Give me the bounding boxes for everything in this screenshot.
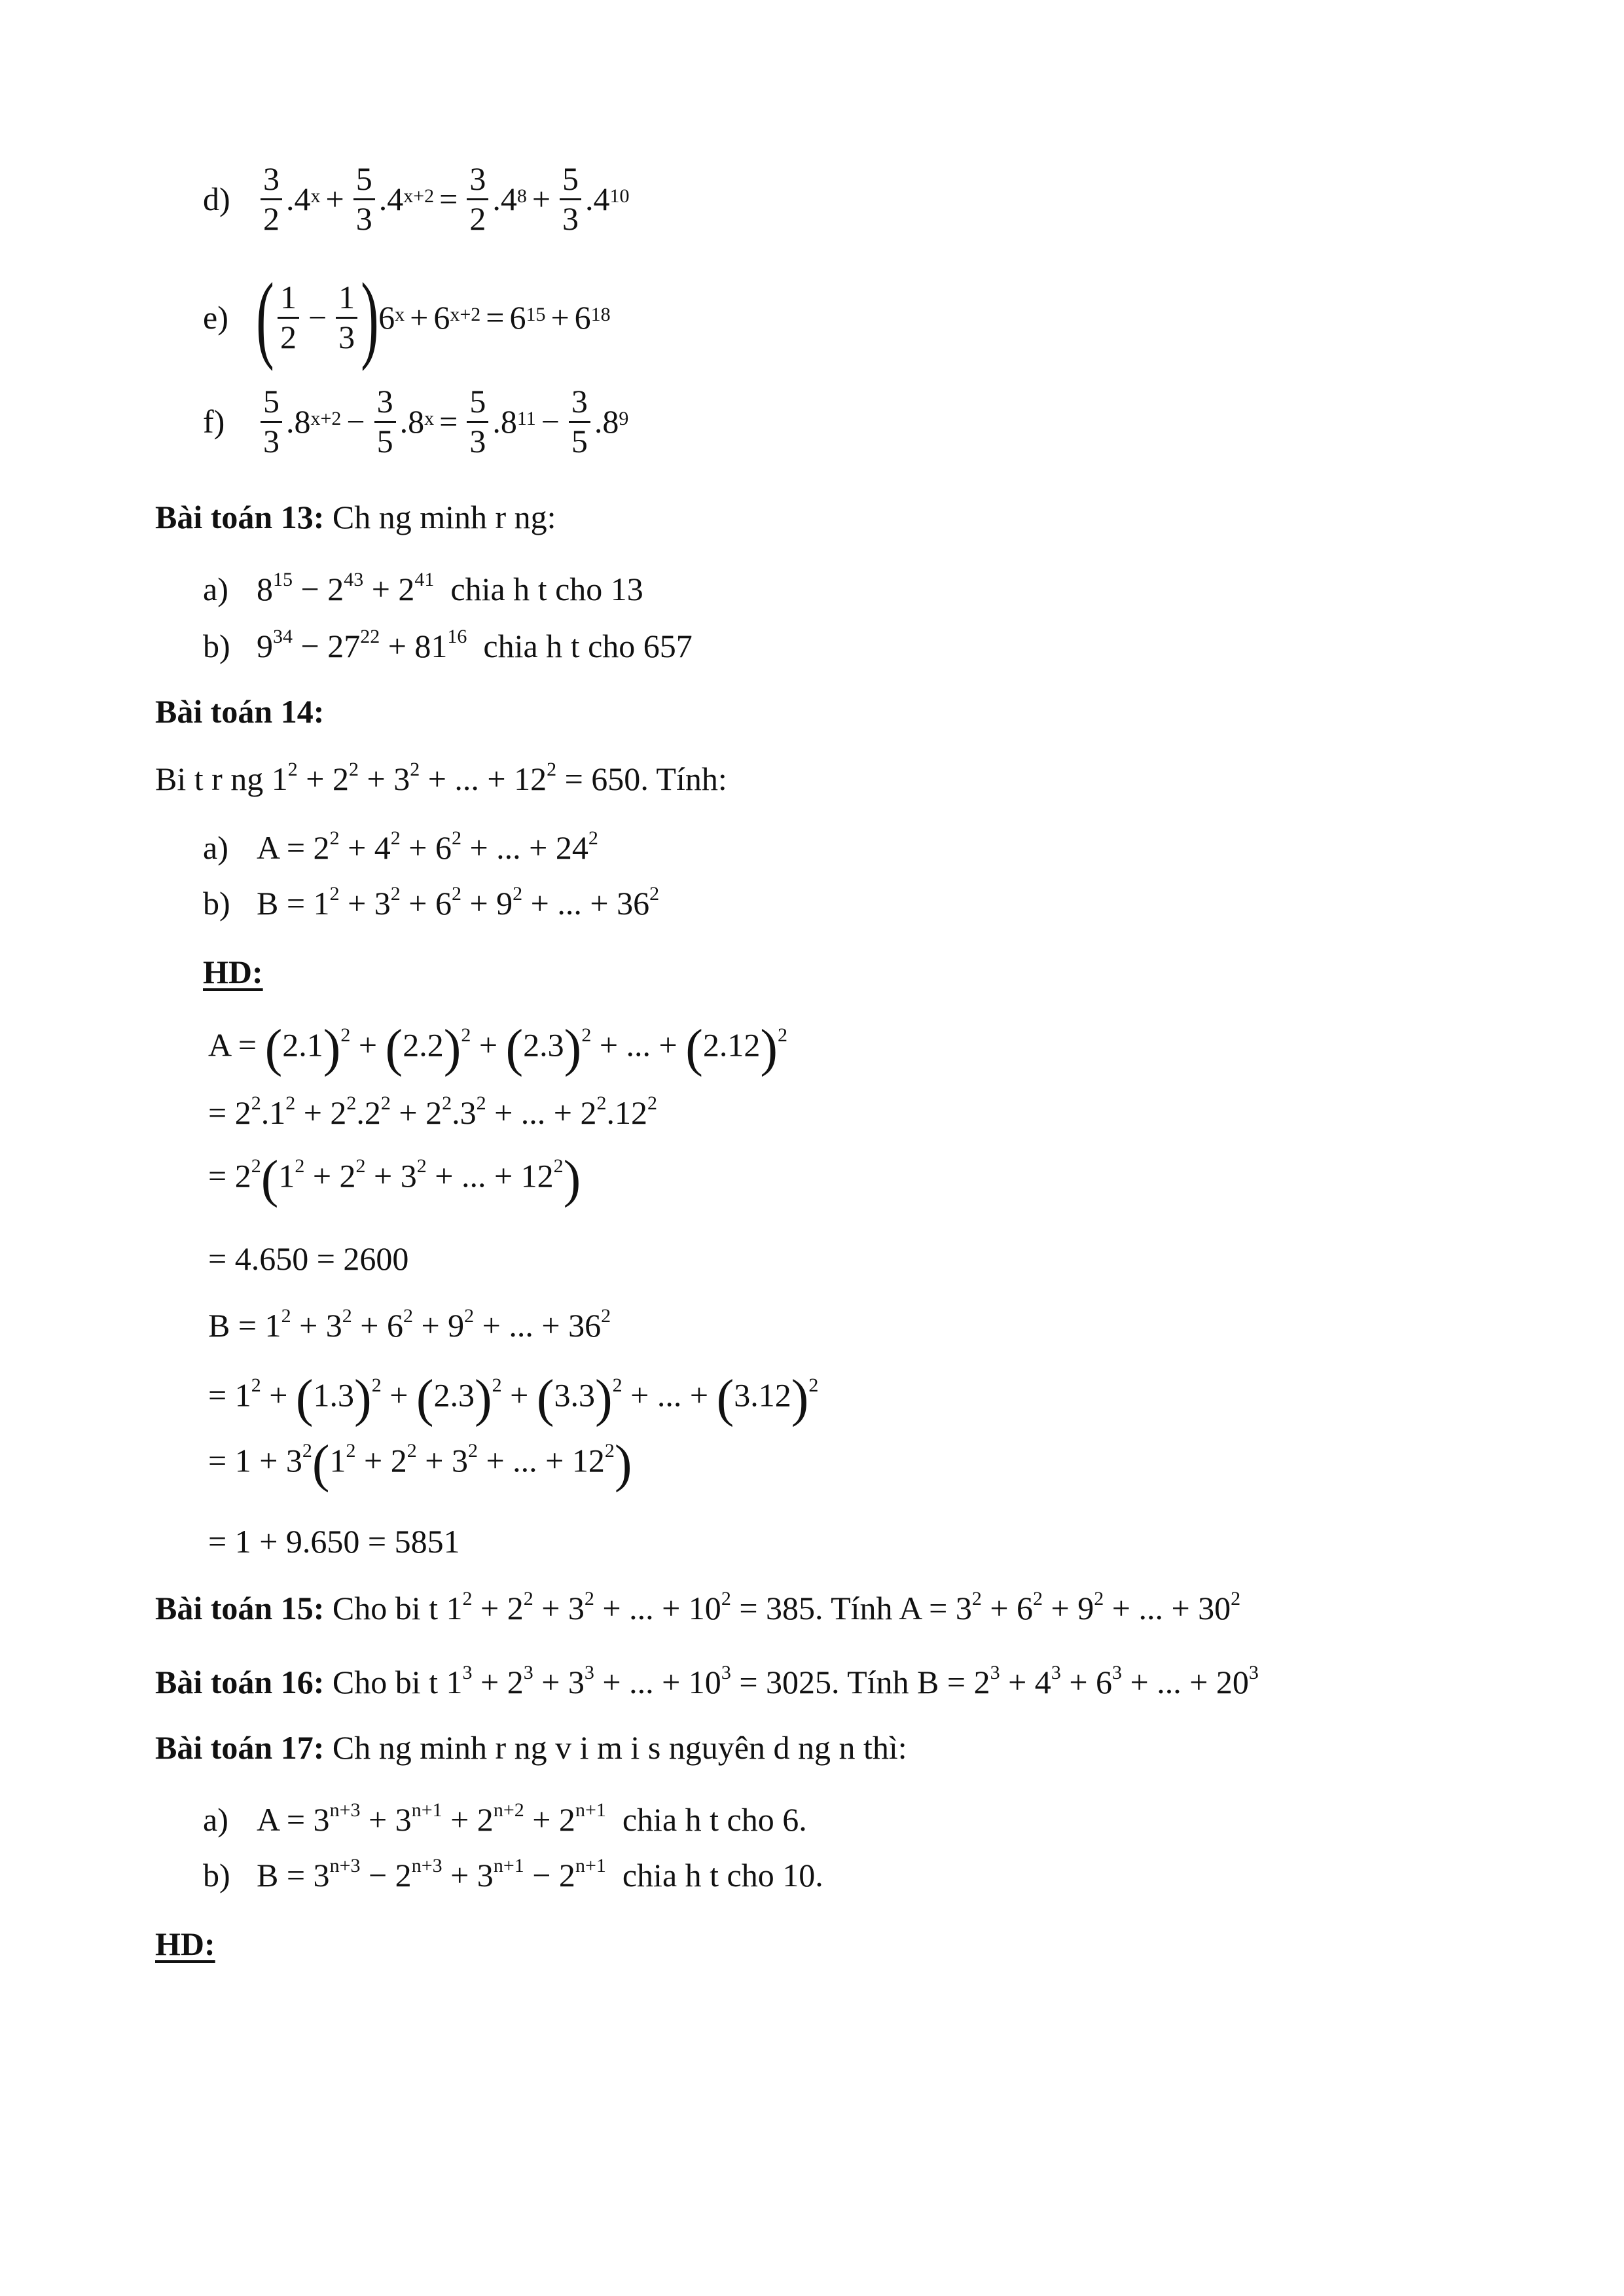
- solution-line: = $2^2(1^2 + 2^2 + 3^2$ + ... + $12^2$): [208, 1151, 581, 1208]
- equation-e: e) ( $\frac{1}{2}$ − $\frac{1}{3}$ ) 6 $^x$ + 6 $^{x+2}$ = 6 $^{15}$ + 6 $^{18}$: [203, 263, 611, 372]
- problem-14-heading: Bài toán 14:: [155, 693, 325, 730]
- problem-17-heading: Bài toán 17: Ch ng minh r ng v i m i s nguyên d ng n thì:: [155, 1729, 907, 1766]
- equation-d: d) $\frac{3}{2}$ .4 $^x$ + $\frac{5}{3}$ .4 $^{x+2}$ = $\frac{3}{2}$ .4 $^8$ + $\frac{5}{3}$ .4 $^{10}$: [203, 160, 630, 237]
- solution-line: = $1 + 3^2(1^2 + 2^2 + 3^2$ + ... + $12^2$): [208, 1435, 632, 1493]
- problem-13-a: a) $8^{15} - 2^{43} + 2^{41}$ chia h t cho 13: [203, 568, 643, 607]
- problem-14-a: a) $A = 2^2 + 4^2 + 6^2$ + ... + $24^2$: [203, 827, 598, 866]
- problem-17-b: b) $B = 3^{n+3} - 2^{n+3} + 3^{n+1} - 2^{n+1}$ chia h t cho 10.: [203, 1854, 823, 1893]
- item-label: e): [203, 299, 228, 336]
- item-label: d): [203, 181, 230, 217]
- problem-14-b: b) $B = 1^2 + 3^2 + 6^2 + 9^2$ + ... + $36^2$: [203, 882, 660, 922]
- item-label: f): [203, 403, 225, 440]
- problem-16: Bài toán 16: Cho bi t $1^3 + 2^3 + 3^3$ + ... + $10^3 = 3025$. Tính $B = 2^3 + 4^3 + 6^3$ + ... + $20^3$: [155, 1661, 1259, 1700]
- solution-line: = 4.650 = 2600: [208, 1240, 409, 1277]
- solution-line: $B = 1^2 + 3^2 + 6^2 + 9^2$ + ... + $36^2$: [208, 1304, 611, 1344]
- equation-f: f) $\frac{5}{3}$ .8 $^{x+2}$ − $\frac{3}{5}$ .8 $^x$ = $\frac{5}{3}$ .8 $^{11}$ − $\frac{3}{5}$ .8 $^9$: [203, 383, 629, 459]
- problem-13-heading: [155, 501, 556, 533]
- problem-14-intro: Bi t r ng $1^2 + 2^2 + 3^2$ + ... + $12^2 = 650$. Tính:: [155, 758, 727, 797]
- solution-line: $A = (2.1)^2 + (2.2)^2 + (2.3)^2$ + ... + $(2.12)^2$: [208, 1020, 787, 1077]
- problem-13-b: b) $9^{34} - 27^{22} + 81^{16}$ chia h t cho 657: [203, 625, 693, 664]
- solution-line: = $2^2.1^2 + 2^2.2^2 + 2^2.3^2$ + ... + $2^2.12^2$: [208, 1092, 658, 1131]
- hd-label: HD:: [155, 1926, 215, 1962]
- problem-17-a: a) $A = 3^{n+3} + 3^{n+1} + 2^{n+2} + 2^{n+1}$ chia h t cho 6.: [203, 1799, 807, 1838]
- problem-title: Bài toán 13:: [155, 499, 325, 535]
- problem-15: Bài toán 15: Cho bi t $1^2 + 2^2 + 3^2$ + ... + $10^2 = 385$. Tính $A = 3^2 + 6^2 + 9^2$ + ... + $30^2$: [155, 1587, 1241, 1626]
- problem-text: Ch ng minh r ng:: [332, 499, 556, 535]
- solution-line: = $1^2 + (1.3)^2 + (2.3)^2 + (3.3)^2$ + ... + $(3.12)^2$: [208, 1370, 819, 1427]
- solution-line: = 1 + 9.650 = 5851: [208, 1523, 460, 1560]
- hd-label: HD:: [203, 954, 263, 990]
